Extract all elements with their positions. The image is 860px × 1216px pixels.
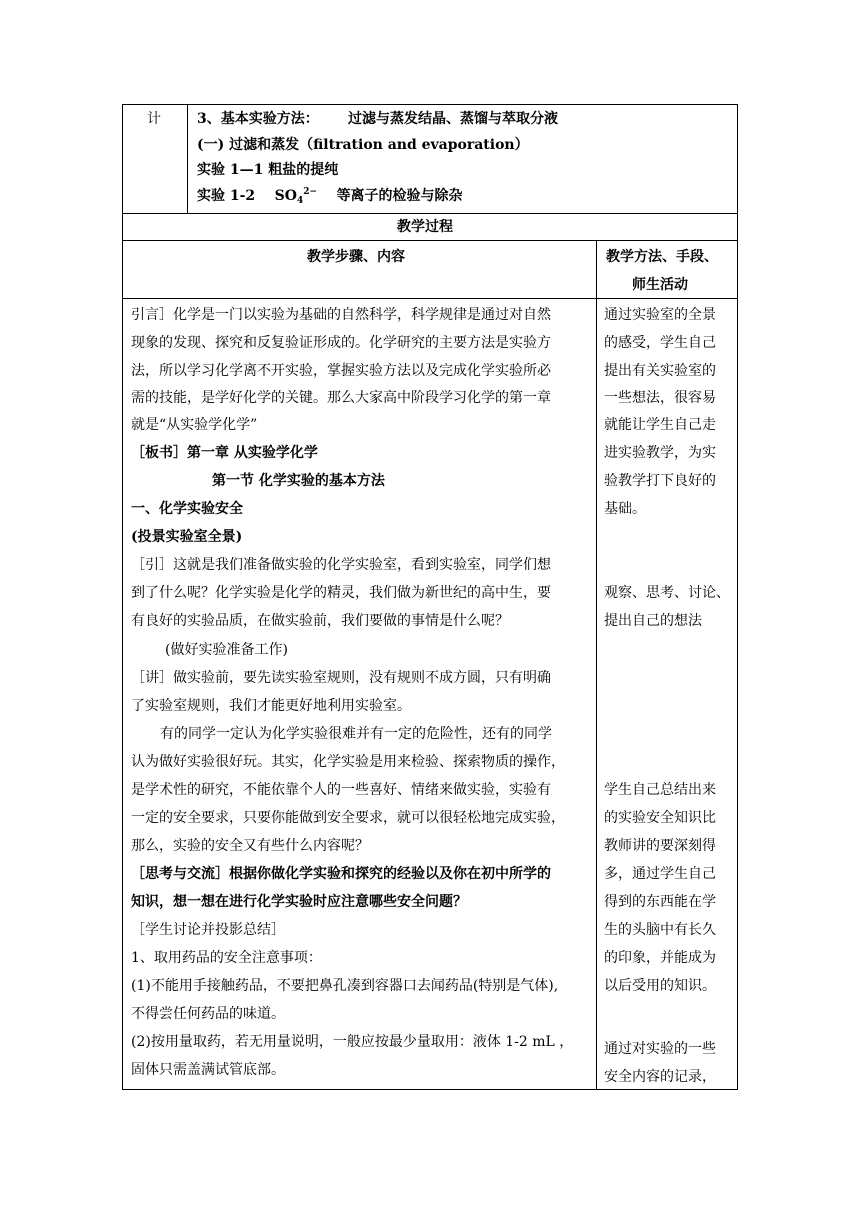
- method-note-line: 的印象，并能成为: [604, 950, 716, 966]
- method-note-line: 一些想法，很容易: [604, 390, 716, 406]
- experiment-1: 实验 1—1 粗盐的提纯: [197, 162, 339, 178]
- content-line: 1、取用药品的安全注意事项：: [131, 950, 322, 966]
- sulfate-formula: SO: [274, 188, 297, 204]
- method-note-line: 通过实验室的全景: [604, 307, 716, 323]
- content-line: (投景实验室全景): [131, 529, 243, 545]
- method-note-line: 以后受用的知识。: [604, 978, 716, 994]
- content-line: 了实验室规则，我们才能更好地利用实验室。: [131, 698, 411, 714]
- method-note-line: 生的头脑中有长久: [604, 922, 716, 938]
- column-header-methods: 教学方法、手段、: [606, 249, 718, 265]
- content-line: ［学生讨论并投影总结］: [131, 922, 285, 938]
- column-header-steps: 教学步骤、内容: [307, 249, 405, 265]
- table-divider: [122, 240, 738, 241]
- content-line: 那么，实验的安全又有些什么内容呢？: [131, 838, 369, 854]
- method-note-line: 验教学打下良好的: [604, 473, 716, 489]
- content-line: (2)按用量取药，若无用量说明，一般应按最少量取用：液体 1-2 mL ，: [131, 1034, 574, 1050]
- content-line: 不得尝任何药品的味道。: [131, 1006, 285, 1022]
- method-note-line: 提出自己的想法: [604, 613, 702, 629]
- table-divider: [596, 240, 597, 1090]
- content-line: 一定的安全要求，只要你能做到安全要求，就可以很轻松地完成实验，: [131, 810, 565, 826]
- content-line: 第一节 化学实验的基本方法: [212, 473, 385, 489]
- content-line: 一、化学实验安全: [131, 501, 243, 517]
- content-line: 引言］化学是一门以实验为基础的自然科学，科学规律是通过对自然: [131, 307, 551, 323]
- method-note-line: 的感受，学生自己: [604, 335, 716, 351]
- content-line: 固体只需盖满试管底部。: [131, 1062, 285, 1078]
- content-line: ［板书］第一章 从实验学化学: [131, 445, 318, 461]
- method-note-line: 教师讲的要深刻得: [604, 838, 716, 854]
- method-note-line: 进实验教学，为实: [604, 445, 716, 461]
- column-header-methods: 师生活动: [632, 277, 688, 293]
- method-note-line: 观察、思考、讨论、: [604, 585, 730, 601]
- method-note-line: 得到的东西能在学: [604, 894, 716, 910]
- experiment-2-label: 实验 1-2: [197, 188, 256, 204]
- content-line: 现象的发现、探究和反复验证形成的。化学研究的主要方法是实验方: [131, 335, 551, 351]
- row-label: 计: [147, 111, 161, 127]
- content-line: 需的技能，是学好化学的关键。那么大家高中阶段学习化学的第一章: [131, 390, 551, 406]
- method-note-line: 通过对实验的一些: [604, 1041, 716, 1057]
- process-title: 教学过程: [397, 219, 453, 235]
- content-line: (1)不能用手接触药品，不要把鼻孔凑到容器口去闻药品(特别是气体),: [131, 978, 559, 994]
- content-line: 知识，想一想在进行化学实验时应注意哪些安全问题？: [131, 894, 467, 910]
- method-note-line: 安全内容的记录，: [604, 1069, 716, 1085]
- section-topics: 过滤与蒸发结晶、蒸馏与萃取分液: [348, 111, 558, 127]
- table-divider: [122, 213, 738, 214]
- content-line: 认为做好实验很好玩。其实，化学实验是用来检验、探索物质的操作，: [131, 754, 565, 770]
- experiment-2-title: 等离子的检验与除杂: [336, 188, 463, 204]
- method-note-line: 提出有关实验室的: [604, 363, 716, 379]
- content-line: ［引］这就是我们准备做实验的化学实验室，看到实验室，同学们想: [131, 557, 551, 573]
- content-line: (做好实验准备工作): [165, 642, 288, 658]
- content-line: 有良好的实验品质，在做实验前，我们要做的事情是什么呢？: [131, 613, 509, 629]
- content-line: ［思考与交流］根据你做化学实验和探究的经验以及你在初中所学的: [131, 866, 551, 882]
- content-line: 到了什么呢？化学实验是化学的精灵，我们做为新世纪的高中生，要: [131, 585, 551, 601]
- table-divider: [122, 298, 738, 299]
- sulfate-superscript: 2−: [303, 187, 318, 197]
- method-note-line: 基础。: [604, 501, 646, 517]
- content-line: 有的同学一定认为化学实验很难并有一定的危险性，还有的同学: [160, 726, 552, 742]
- table-divider: [187, 104, 188, 213]
- content-line: 就是“从实验学化学”: [131, 417, 258, 433]
- section-heading: 3、基本实验方法：: [197, 111, 319, 127]
- method-note-line: 的实验安全知识比: [604, 810, 716, 826]
- subheading: (一) 过滤和蒸发（filtration and evaporation）: [197, 137, 529, 153]
- content-line: 是学术性的研究，不能依靠个人的一些喜好、情绪来做实验，实验有: [131, 782, 551, 798]
- content-line: ［讲］做实验前，要先读实验室规则，没有规则不成方圆，只有明确: [131, 670, 551, 686]
- sulfate-subscript: 4: [296, 196, 304, 206]
- method-note-line: 学生自己总结出来: [604, 782, 716, 798]
- method-note-line: 多，通过学生自己: [604, 866, 716, 882]
- content-line: 法，所以学习化学离不开实验，掌握实验方法以及完成化学实验所必: [131, 363, 551, 379]
- method-note-line: 就能让学生自己走: [604, 417, 716, 433]
- experiment-2: [197, 187, 463, 207]
